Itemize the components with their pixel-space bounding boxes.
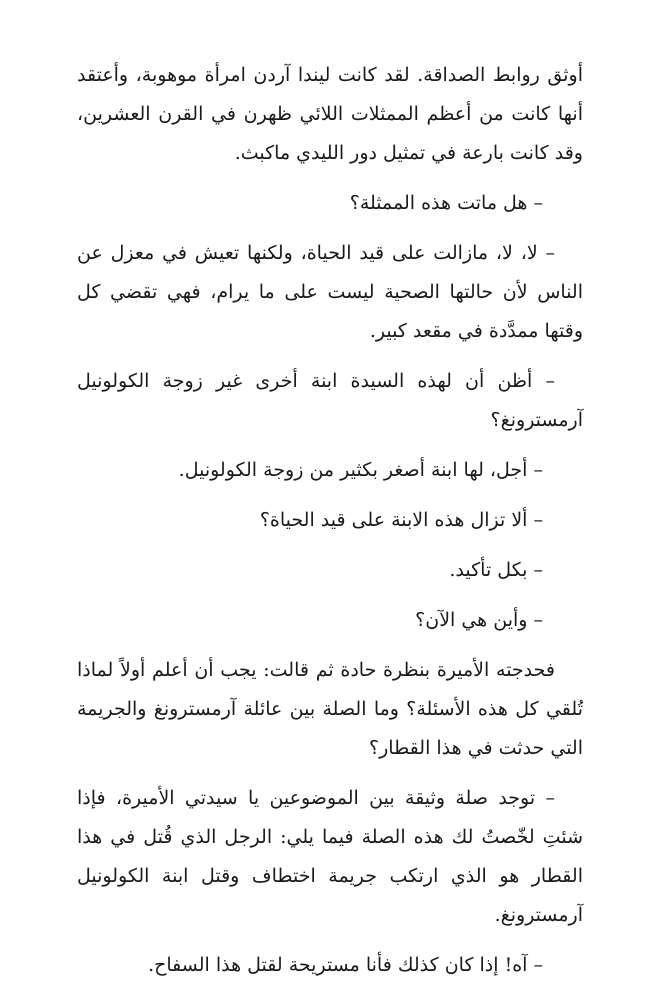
- paragraph-dialogue: – بكل تأكيد.: [449, 559, 543, 581]
- paragraph-dialogue: – أظن أن لهذه السيدة ابنة أخرى غير زوجة الكولونيل آرمسترونغ؟: [77, 370, 583, 431]
- paragraph-dialogue: – وأين هي الآن؟: [415, 609, 543, 631]
- paragraph-dialogue: – هل ماتت هذه الممثلة؟: [349, 192, 543, 214]
- paragraph-dialogue: – توجد صلة وثيقة بين الموضوعين يا سيدتي الأميرة، فإذا شئتِ لخّصتُ لك هذه الصلة فيما يلي: الرجل الذي قُتل في هذا القطار هو الذي ارتكب جريمة اختطاف وقتل ابنة الكولونيل آرمسترونغ.: [77, 787, 583, 926]
- paragraph-narration: فحدجته الأميرة بنظرة حادة ثم قالت: يجب أن أعلم أولاً لماذا تُلقي كل هذه الأسئلة؟ وما الصلة بين عائلة آرمسترونغ والجريمة التي حدثت في هذا القطار؟: [77, 659, 583, 759]
- paragraph-dialogue: – ألا تزال هذه الابنة على قيد الحياة؟: [259, 509, 543, 531]
- paragraph-dialogue: – لا، لا، مازالت على قيد الحياة، ولكنها تعيش في معزل عن الناس لأن حالتها الصحية ليست على ما يرام، فهي تقضي كل وقتها ممدَّدة في مقعد كبير.: [77, 242, 583, 342]
- paragraph-continuation: أوثق روابط الصداقة. لقد كانت ليندا آردن امرأة موهوبة، وأعتقد أنها كانت من أعظم الممثلات اللائي ظهرن في القرن العشرين، وقد كانت بارعة في تمثيل دور الليدي ماكبث.: [77, 64, 583, 164]
- paragraph-dialogue: – آه! إذا كان كذلك فأنا مستريحة لقتل هذا السفاح.: [148, 954, 543, 976]
- text-body: [77, 56, 583, 996]
- paragraph-dialogue: – أجل، لها ابنة أصغر بكثير من زوجة الكولونيل.: [178, 459, 543, 481]
